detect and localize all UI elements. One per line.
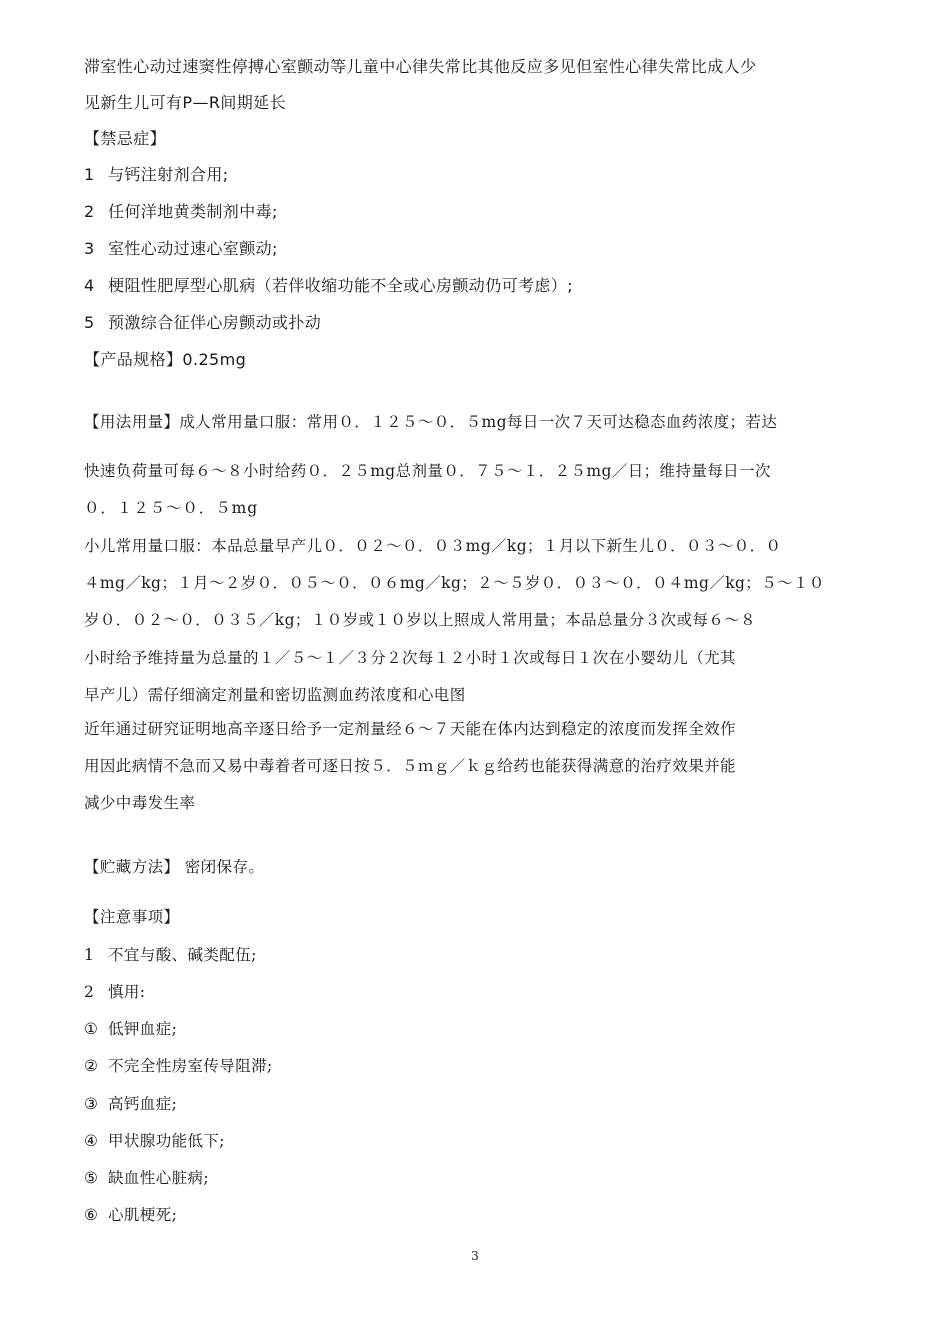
dosage-line: 减少中毒发生率: [84, 794, 196, 812]
contraindications-heading: 【禁忌症】: [84, 129, 167, 148]
dosage-line: 用因此病情不急而又易中毒着者可逐日按５．５ｍｇ／ｋｇ给药也能获得满意的治疗效果并能: [84, 757, 736, 775]
list-item: 3 室性心动过速心室颤动;: [84, 239, 278, 258]
list-item: ② 不完全性房室传导阻滞;: [84, 1057, 273, 1075]
intro-line-2: 见新生儿可有P—R间期延长: [84, 93, 286, 112]
dosage-heading: 【用法用量】: [84, 413, 180, 431]
list-item: ⑥ 心肌梗死;: [84, 1206, 178, 1224]
dosage-line: 近年通过研究证明地高辛逐日给予一定剂量经６～７天能在体内达到稳定的浓度而发挥全效作: [84, 720, 736, 738]
storage-line: [84, 856, 874, 878]
spec-line: [84, 349, 874, 371]
dosage-line: 快速负荷量可每６～８小时给药０．２５mg总剂量０．７５～１．２５mg／日；维持量每日一次: [84, 462, 771, 480]
list-item: 1 与钙注射剂合用;: [84, 165, 229, 184]
dosage-line: 小儿常用量口服：本品总量早产儿０．０２～０．０３mg／kg；１月以下新生儿０．０３～０．０: [84, 537, 782, 555]
dosage-line-1: 【用法用量】成人常用量口服：常用０．１２５～０．５mg每日一次７天可达稳态血药浓度；若达: [84, 413, 778, 431]
spec-heading: 【产品规格】: [84, 350, 183, 369]
list-item: 1 不宜与酸、碱类配伍;: [84, 946, 257, 964]
list-item: ⑤ 缺血性心脏病;: [84, 1169, 210, 1187]
dosage-line: 小时给予维持量为总量的１／５～１／３分２次每１２小时１次或每日１次在小婴幼儿（尤其: [84, 649, 736, 667]
dosage-line: 岁０．０２～０．０３５／kg；１０岁或１０岁以上照成人常用量；本品总量分３次或每６～８: [84, 611, 757, 629]
list-item: 5 预激综合征伴心房颤动或扑动: [84, 313, 322, 332]
intro-line-1: 滞室性心动过速窦性停搏心室颤动等儿童中心律失常比其他反应多见但室性心律失常比成人少: [84, 57, 757, 76]
list-item: ③ 高钙血症;: [84, 1095, 178, 1113]
page-number: 3: [471, 1249, 479, 1263]
precautions-heading: 【注意事项】: [84, 908, 180, 926]
storage-text: 密闭保存。: [184, 858, 265, 876]
storage-heading: 【贮藏方法】: [84, 858, 180, 876]
list-item: 2 任何洋地黄类制剂中毒;: [84, 202, 278, 221]
list-item: 4 梗阻性肥厚型心肌病（若伴收缩功能不全或心房颤动仍可考虑）;: [84, 276, 573, 295]
dosage-line: 早产儿）需仔细滴定剂量和密切监测血药浓度和心电图: [84, 686, 466, 704]
list-item: ④ 甲状腺功能低下;: [84, 1132, 225, 1150]
list-item: 2 慎用:: [84, 983, 146, 1001]
list-item: ① 低钾血症;: [84, 1020, 178, 1038]
dosage-line: ４mg／kg；１月～２岁０．０５～０．０６mg／kg；２～５岁０．０３～０．０４mg／kg；５～１０: [84, 574, 825, 592]
dosage-line: ０．１２５～０．５mg: [84, 499, 259, 517]
spec-value: 0.25mg: [182, 350, 247, 369]
